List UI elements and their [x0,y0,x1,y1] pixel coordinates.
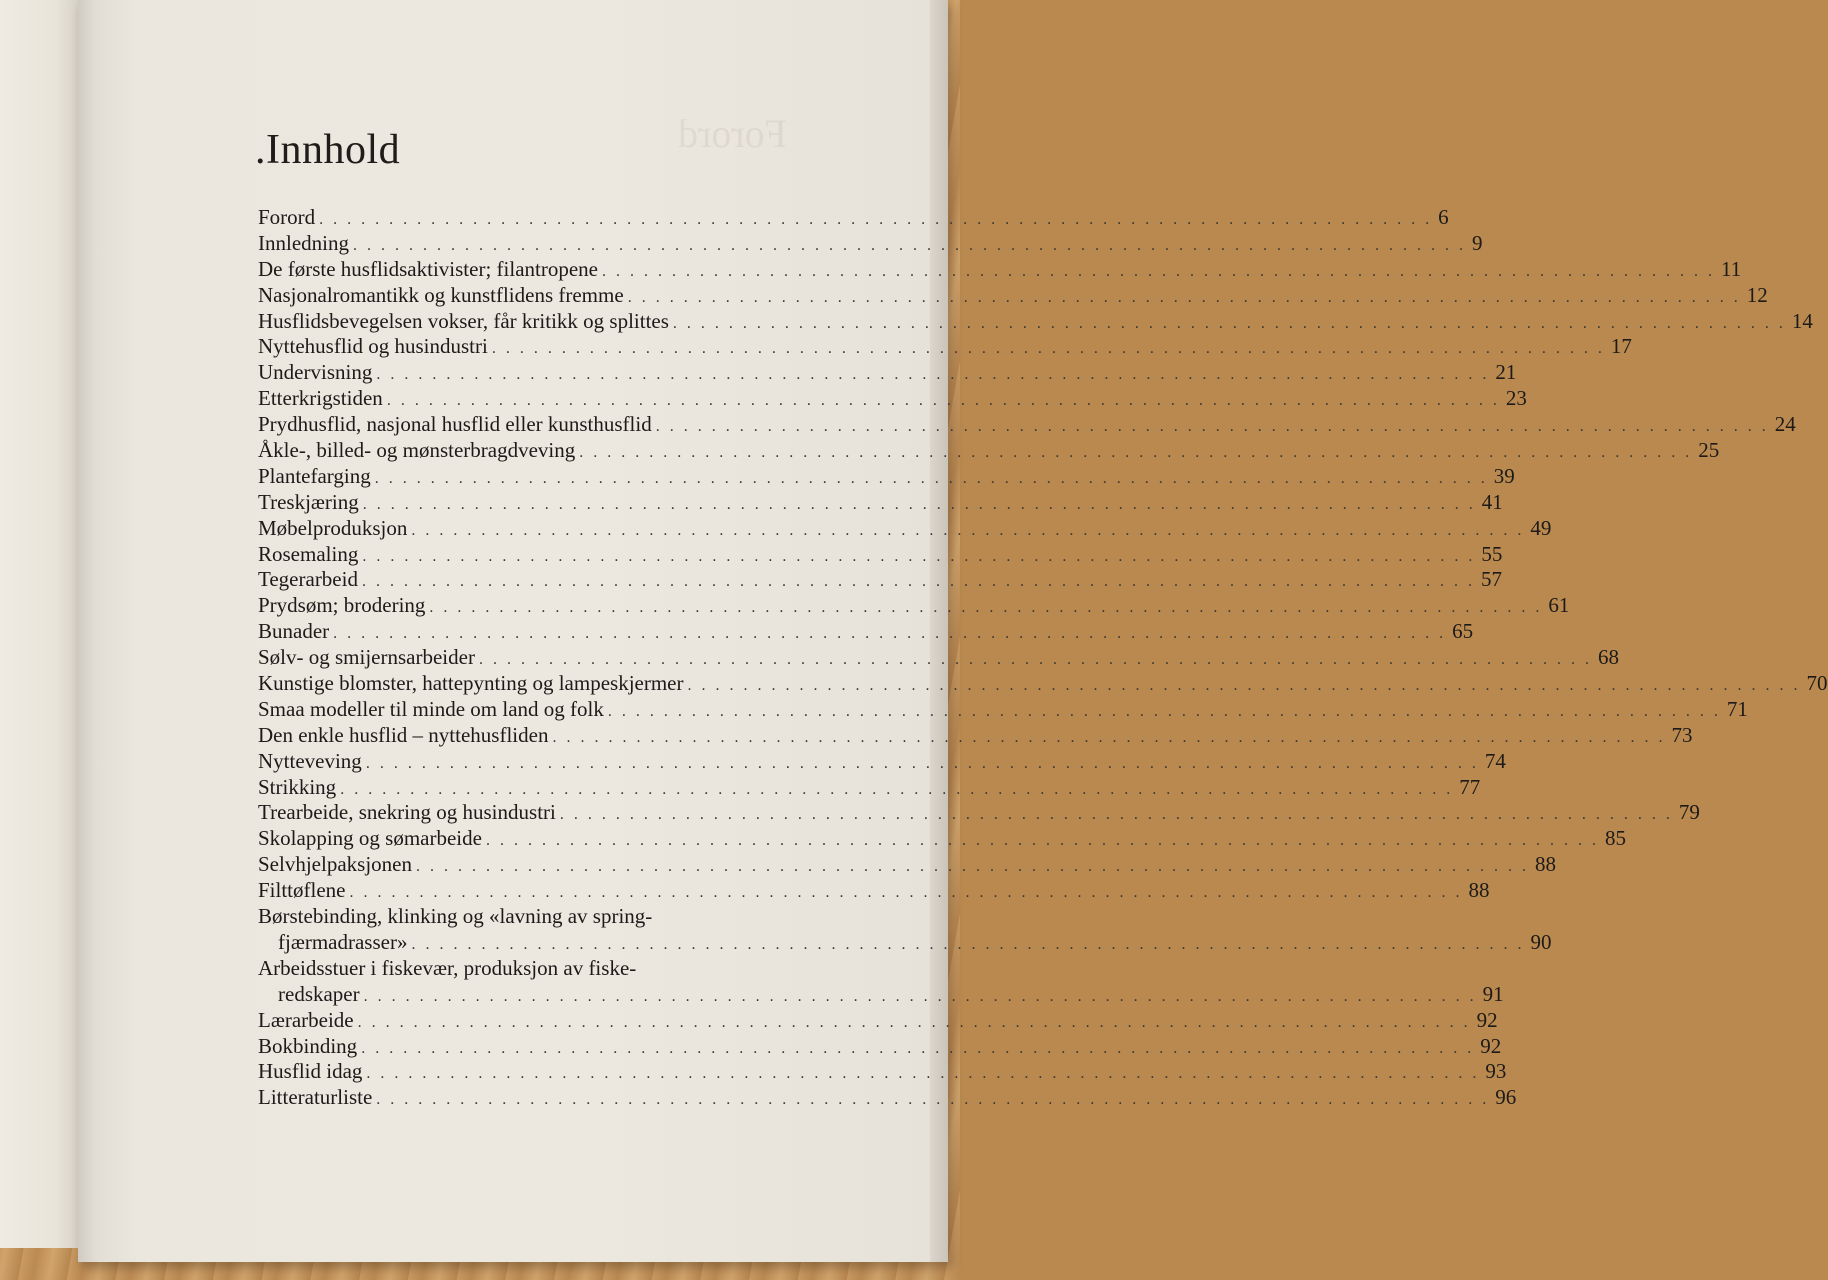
toc-entry-label: Smaa modeller til minde om land og folk [258,696,604,721]
toc-entry-page: 57 [1480,567,1502,592]
toc-entry [258,282,1768,309]
toc-entry-page: 9 [1471,230,1483,255]
toc-entry-page: 79 [1678,800,1700,825]
toc-entry-label: Den enkle husflid – nyttehusfliden [258,722,549,747]
toc-entry [258,541,1503,568]
show-through-text: Forord [678,111,787,156]
toc-entry-page: 55 [1481,541,1503,566]
toc-entry-page: 85 [1604,826,1626,851]
toc-entry-label: Skolapping og sømarbeide [258,826,482,851]
dot-leader: . . . . . . . . . . . . . . . . . . . . . . . . . . . . . . . . . . . . . . . . . . . . . . . . . . . . . . . . . . . . . . . . . . . . . . . . . . . . . . . . [429,599,1543,617]
toc-entry [258,463,1515,490]
left-page-edge [0,0,80,1248]
toc-entry [258,1059,1507,1085]
toc-entry-label-line1: Børstebinding, klinking og «lavning av spring- [258,904,653,929]
toc-entry-label: Plantefarging [258,463,371,488]
toc-entry-page: 92 [1480,1033,1502,1058]
toc-entry-multiline [258,904,1552,956]
toc-entry [258,205,1449,231]
dot-leader: . . . . . . . . . . . . . . . . . . . . . . . . . . . . . . . . . . . . . . . . . . . . . . . . . . . . . . . . . . . . . . . . . . . . . . . . . . . . . . . . [579,444,1693,462]
toc-entry [258,360,1517,386]
toc-entry-label: Prydsøm; brodering [258,593,426,618]
toc-entry-label: Treskjæring [258,489,359,514]
dot-leader: . . . . . . . . . . . . . . . . . . . . . . . . . . . . . . . . . . . . . . . . . . . . . . . . . . . . . . . . . . . . . . . . . . . . . . . . . . . . . . . . [485,832,1599,850]
toc-entry-page: 74 [1484,748,1506,773]
toc-entry-line2 [258,929,1552,958]
toc-entry-page: 77 [1459,774,1481,799]
toc-entry-label: Husflid idag [258,1059,363,1084]
toc-entry-page: 88 [1534,852,1556,877]
toc-entry-label: Undervisning [258,360,373,385]
toc-entry-page: 24 [1774,412,1796,437]
toc-entry [258,1085,1517,1111]
toc-entry-page: 96 [1495,1085,1517,1110]
toc-entry [258,308,1813,335]
toc-entry-label: Åkle-, billed- og mønsterbragdveving [258,438,576,463]
toc-entry [258,878,1490,904]
toc-entry [258,619,1474,645]
dot-leader: . . . . . . . . . . . . . . . . . . . . . . . . . . . . . . . . . . . . . . . . . . . . . . . . . . . . . . . . . . . . . . . . . . . . . . . . . . . . . . . . [366,1065,1480,1083]
dot-leader: . . . . . . . . . . . . . . . . . . . . . . . . . . . . . . . . . . . . . . . . . . . . . . . . . . . . . . . . . . . . . . . . . . . . . . . . . . . . . . . . [319,211,1433,228]
dot-leader: . . . . . . . . . . . . . . . . . . . . . . . . . . . . . . . . . . . . . . . . . . . . . . . . . . . . . . . . . . . . . . . . . . . . . . . . . . . . . . . . [655,418,1769,436]
toc-entry [258,852,1556,878]
toc-entry-page: 93 [1485,1059,1507,1084]
toc-entry-label: Rosemaling [258,541,359,566]
toc-entry [258,826,1626,852]
toc-entry [258,593,1570,619]
dot-leader: . . . . . . . . . . . . . . . . . . . . . . . . . . . . . . . . . . . . . . . . . . . . . . . . . . . . . . . . . . . . . . . . . . . . . . . . . . . . . . . . [374,469,1488,487]
toc-entry-label: Trearbeide, snekring og husindustri [258,800,556,825]
toc-entry-page: 49 [1530,515,1552,540]
toc-entry [258,800,1700,826]
dot-leader: . . . . . . . . . . . . . . . . . . . . . . . . . . . . . . . . . . . . . . . . . . . . . . . . . . . . . . . . . . . . . . . . . . . . . . . . . . . . . . . . [352,236,1466,254]
toc-entry-page: 14 [1791,308,1813,333]
dot-leader: . . . . . . . . . . . . . . . . . . . . . . . . . . . . . . . . . . . . . . . . . . . . . . . . . . . . . . . . . . . . . . . . . . . . . . . . . . . . . . . . [357,1013,1471,1031]
toc-entry-multiline [258,955,1504,1008]
dot-leader: . . . . . . . . . . . . . . . . . . . . . . . . . . . . . . . . . . . . . . . . . . . . . . . . . . . . . . . . . . . . . . . . . . . . . . . . . . . . . . . . [478,651,1592,669]
toc-entry [258,489,1503,516]
toc-entry-label: De første husflidsaktivister; filantropene [258,256,598,281]
dot-leader: . . . . . . . . . . . . . . . . . . . . . . . . . . . . . . . . . . . . . . . . . . . . . . . . . . . . . . . . . . . . . . . . . . . . . . . . . . . . . . . . [607,702,1721,720]
toc-entry-label: Prydhusflid, nasjonal husflid eller kunsthusflid [258,412,652,437]
toc-entry [258,748,1506,775]
toc-entry-label: Møbelproduksjon [258,515,408,540]
toc-entry-label: Bunader [258,619,330,644]
toc-entry [258,722,1693,749]
dot-leader: . . . . . . . . . . . . . . . . . . . . . . . . . . . . . . . . . . . . . . . . . . . . . . . . . . . . . . . . . . . . . . . . . . . . . . . . . . . . . . . . [559,806,1673,824]
toc-entry [258,334,1632,360]
toc-entry [258,230,1483,257]
toc-entry-page: 65 [1452,619,1474,644]
toc-entry-label: Bokbinding [258,1033,358,1058]
dot-leader: . . . . . . . . . . . . . . . . . . . . . . . . . . . . . . . . . . . . . . . . . . . . . . . . . . . . . . . . . . . . . . . . . . . . . . . . . . . . . . . . [361,1039,1475,1057]
toc-entry [258,774,1481,801]
toc-entry-label: Kunstige blomster, hattepynting og lampeskjermer [258,671,684,696]
toc-entry-page: 17 [1610,334,1632,359]
toc-entry-label: Selvhjelpaksjonen [258,852,412,877]
toc-entry-page: 88 [1468,878,1490,903]
toc-entry-page: 41 [1481,489,1503,514]
toc-entry-label: Strikking [258,774,337,799]
toc-entry-page: 12 [1746,282,1768,307]
toc-entry [258,256,1742,283]
toc-entry-page: 91 [1482,981,1504,1006]
toc-entry-label-line1: Arbeidsstuer i fiskevær, produksjon av fiske- [258,955,637,980]
toc-entry [258,567,1502,593]
toc-entry [258,645,1619,671]
dot-leader: . . . . . . . . . . . . . . . . . . . . . . . . . . . . . . . . . . . . . . . . . . . . . . . . . . . . . . . . . . . . . . . . . . . . . . . . . . . . . . . . [602,262,1715,280]
toc-entry-page: 70 [1806,671,1828,696]
toc-entry-page: 25 [1698,438,1720,463]
toc-entry [258,1007,1498,1034]
dot-leader: . . . . . . . . . . . . . . . . . . . . . . . . . . . . . . . . . . . . . . . . . . . . . . . . . . . . . . . . . . . . . . . . . . . . . . . . . . . . . . . . [386,392,1500,410]
toc-entry [258,386,1527,412]
dot-leader: . . . . . . . . . . . . . . . . . . . . . . . . . . . . . . . . . . . . . . . . . . . . . . . . . . . . . . . . . . . . . . . . . . . . . . . . . . . . . . . . [333,625,1447,643]
toc-entry-label: Innledning [258,230,349,255]
dot-leader: . . . . . . . . . . . . . . . . . . . . . . . . . . . . . . . . . . . . . . . . . . . . . . . . . . . . . . . . . . . . . . . . . . . . . . . . . . . . . . . . [491,340,1605,358]
toc-entry-label: Etterkrigstiden [258,386,383,411]
toc-entry [258,671,1828,697]
dot-leader: . . . . . . . . . . . . . . . . . . . . . . . . . . . . . . . . . . . . . . . . . . . . . . . . . . . . . . . . . . . . . . . . . . . . . . . . . . . . . . . . [411,935,1525,953]
toc-entry-page: 92 [1476,1007,1498,1032]
toc-entry-label: Husflidsbevegelsen vokser, får kritikk og splittes [258,308,669,333]
dot-leader: . . . . . . . . . . . . . . . . . . . . . . . . . . . . . . . . . . . . . . . . . . . . . . . . . . . . . . . . . . . . . . . . . . . . . . . . . . . . . . . . [552,728,1666,746]
toc-entry-page: 61 [1548,593,1570,618]
toc-entry-page: 21 [1495,360,1517,385]
dot-leader: . . . . . . . . . . . . . . . . . . . . . . . . . . . . . . . . . . . . . . . . . . . . . . . . . . . . . . . . . . . . . . . . . . . . . . . . . . . . . . . . [361,573,1475,591]
toc-entry-label: Filttøflene [258,878,346,903]
toc-entry-page: 90 [1530,929,1552,954]
dot-leader: . . . . . . . . . . . . . . . . . . . . . . . . . . . . . . . . . . . . . . . . . . . . . . . . . . . . . . . . . . . . . . . . . . . . . . . . . . . . . . . . [627,288,1741,306]
toc-entry-label: Tegerarbeid [258,567,358,592]
toc-entry-label: Nytteveving [258,748,362,773]
toc-entry-label: Sølv- og smijernsarbeider [258,645,475,670]
toc-entry-label: Nyttehusflid og husindustri [258,334,488,359]
toc-entry-page: 39 [1493,463,1515,488]
dot-leader: . . . . . . . . . . . . . . . . . . . . . . . . . . . . . . . . . . . . . . . . . . . . . . . . . . . . . . . . . . . . . . . . . . . . . . . . . . . . . . . . [376,1091,1490,1109]
toc-entry-label: Nasjonalromantikk og kunstflidens fremme [258,282,624,307]
toc-entry-label-line2: redskaper [278,981,360,1006]
dot-leader: . . . . . . . . . . . . . . . . . . . . . . . . . . . . . . . . . . . . . . . . . . . . . . . . . . . . . . . . . . . . . . . . . . . . . . . . . . . . . . . . [411,521,1525,539]
toc-entry-page: 73 [1671,722,1693,747]
toc-entry-label-line2: fjærmadrasser» [278,929,408,954]
dot-leader: . . . . . . . . . . . . . . . . . . . . . . . . . . . . . . . . . . . . . . . . . . . . . . . . . . . . . . . . . . . . . . . . . . . . . . . . . . . . . . . . [672,314,1786,332]
toc-entry-page: 23 [1505,386,1527,411]
toc-entry [258,438,1720,464]
dot-leader: . . . . . . . . . . . . . . . . . . . . . . . . . . . . . . . . . . . . . . . . . . . . . . . . . . . . . . . . . . . . . . . . . . . . . . . . . . . . . . . . [376,366,1490,384]
page-title: .Innhold [255,127,401,173]
table-of-contents [258,205,1828,1111]
toc-entry-page: 68 [1597,645,1619,670]
dot-leader: . . . . . . . . . . . . . . . . . . . . . . . . . . . . . . . . . . . . . . . . . . . . . . . . . . . . . . . . . . . . . . . . . . . . . . . . . . . . . . . . [362,495,1476,513]
toc-entry-label: Litteraturliste [258,1085,373,1110]
toc-entry-line2 [258,981,1504,1010]
dot-leader: . . . . . . . . . . . . . . . . . . . . . . . . . . . . . . . . . . . . . . . . . . . . . . . . . . . . . . . . . . . . . . . . . . . . . . . . . . . . . . . . [349,884,1463,902]
dot-leader: . . . . . . . . . . . . . . . . . . . . . . . . . . . . . . . . . . . . . . . . . . . . . . . . . . . . . . . . . . . . . . . . . . . . . . . . . . . . . . . . [340,780,1454,798]
toc-entry-page: 6 [1438,205,1449,229]
toc-entry-page: 11 [1721,256,1742,281]
toc-entry-page: 71 [1726,696,1748,721]
dot-leader: . . . . . . . . . . . . . . . . . . . . . . . . . . . . . . . . . . . . . . . . . . . . . . . . . . . . . . . . . . . . . . . . . . . . . . . . . . . . . . . . [363,987,1477,1005]
dot-leader: . . . . . . . . . . . . . . . . . . . . . . . . . . . . . . . . . . . . . . . . . . . . . . . . . . . . . . . . . . . . . . . . . . . . . . . . . . . . . . . . [415,858,1529,876]
toc-entry-label: Lærarbeide [258,1007,354,1032]
toc-entry-label: Forord [258,205,316,229]
toc-entry [258,1033,1502,1060]
dot-leader: . . . . . . . . . . . . . . . . . . . . . . . . . . . . . . . . . . . . . . . . . . . . . . . . . . . . . . . . . . . . . . . . . . . . . . . . . . . . . . . . [687,677,1801,695]
toc-entry [258,696,1748,723]
dot-leader: . . . . . . . . . . . . . . . . . . . . . . . . . . . . . . . . . . . . . . . . . . . . . . . . . . . . . . . . . . . . . . . . . . . . . . . . . . . . . . . . [365,754,1479,772]
toc-entry [258,515,1552,542]
dot-leader: . . . . . . . . . . . . . . . . . . . . . . . . . . . . . . . . . . . . . . . . . . . . . . . . . . . . . . . . . . . . . . . . . . . . . . . . . . . . . . . . [362,547,1476,565]
toc-entry [258,412,1796,438]
